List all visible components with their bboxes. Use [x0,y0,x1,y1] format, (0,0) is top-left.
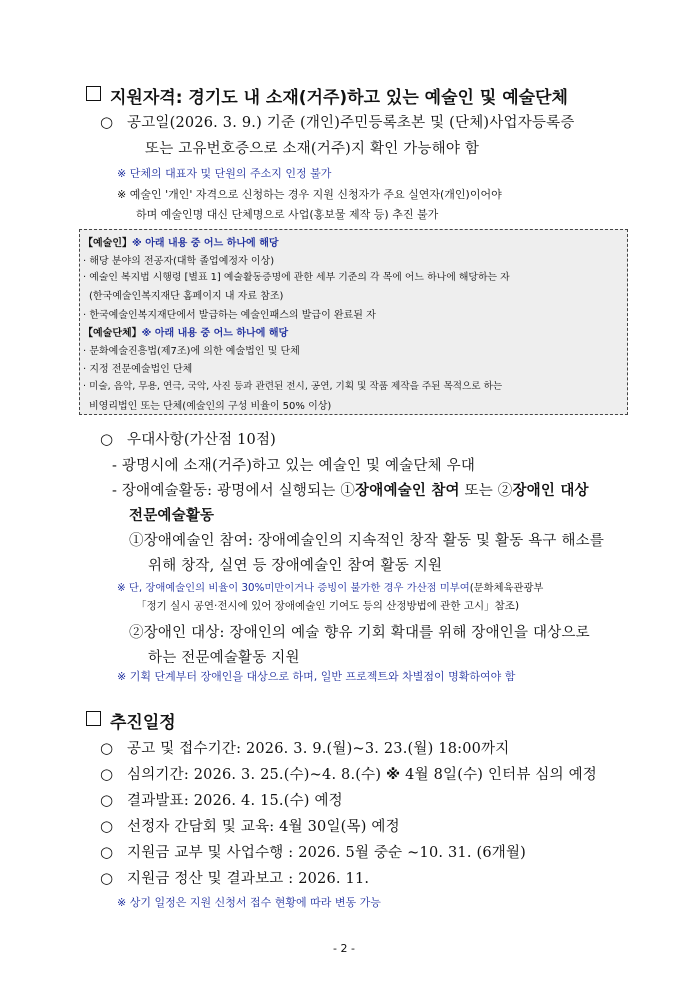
schedule-item-settlement: 지원금 정산 및 결과보고 : 2026. 11. [127,871,370,887]
note-bonus-line1: ※ 단, 장애예술인의 비율이 30%미만이거나 증빙이 불가한 경우 가산점 미부여(문화체육관광부 [117,582,544,594]
disabled-audience-line1: ②장애인 대상: 장애인의 예술 향유 기회 확대를 위해 장애인을 대상으로 [129,625,590,641]
disabled-artist-participation-line1: ①장애예술인 참여: 장애예술인의 지속적인 창작 활동 및 활동 욕구 해소를 [129,533,605,549]
disabled-artist-participation-line2: 위해 창작, 실연 등 장애예술인 참여 활동 지원 [148,558,443,574]
schedule-item-review: 심의기간: 2026. 3. 25.(수)~4. 8.(수) ※ 4월 8일(수) 인터뷰 심의 예정 [127,767,598,783]
schedule-item-grant: 지원금 교부 및 사업수행 : 2026. 5월 중순 ~10. 31. (6개월) [127,845,527,861]
group-item-2: · 지정 전문예술법인 단체 [83,364,193,375]
bullet-icon: ○ [100,765,114,783]
bullet-icon: ○ [100,817,114,835]
preference-title: 우대사항(가산점 10점) [127,432,277,448]
schedule-item-orientation: 선정자 간담회 및 교육: 4월 30일(목) 예정 [127,819,400,835]
artist-heading: 【예술인】※ 아래 내용 중 어느 하나에 해당 [83,238,279,249]
eligibility-text-line1: 공고일(2026. 3. 9.) 기준 (개인)주민등록초본 및 (단체)사업자등록증 [127,115,575,131]
artist-item-3: · 한국예술인복지재단에서 발급하는 예술인패스의 발급이 완료된 자 [83,310,376,321]
bullet-icon: ○ [100,791,114,809]
note-individual-line1: ※ 예술인 '개인' 자격으로 신청하는 경우 지원 신청자가 주요 실연자(개인)이어야 [117,188,502,201]
artist-item-2-cont: (한국예술인복지재단 홈페이지 내 자료 참조) [89,291,284,302]
group-item-3-cont: 비영리법인 또는 단체(예술인의 구성 비율이 50% 이상) [89,401,332,412]
bullet-icon: ○ [100,739,114,757]
disabled-audience-line2: 하는 전문예술활동 지원 [148,650,300,666]
artist-item-2: · 예술인 복지법 시행령 [별표 1] 예술활동증명에 관한 세부 기준의 각 목에 어느 하나에 해당하는 자 [83,272,510,283]
eligibility-text-line2: 또는 고유번호증으로 소재(거주)지 확인 가능해야 함 [145,141,480,157]
section-title-schedule: 추진일정 [110,713,176,733]
preference-item-disability: - 장애예술활동: 광명에서 실행되는 ①장애예술인 참여 또는 ②장애인 대상 [112,483,589,499]
bullet-icon: ○ [100,869,114,887]
note-individual-line2: 하며 예술인명 대신 단체명으로 사업(홍보물 제작 등) 추진 불가 [136,208,439,221]
bullet-icon: ○ [100,843,114,861]
page-number: - 2 - [333,942,355,955]
bullet-icon: ○ [100,430,114,448]
group-heading: 【예술단체】※ 아래 내용 중 어느 하나에 해당 [83,328,289,339]
preference-item-disability-cont: 전문예술활동 [129,508,215,524]
schedule-item-application: 공고 및 접수기간: 2026. 3. 9.(월)~3. 23.(월) 18:00까지 [127,741,510,757]
note-bonus-line2: 「정기 실시 공연·전시에 있어 장애예술인 기여도 등의 산정방법에 관한 고시」참조) [136,600,520,612]
note-planning: ※ 기획 단계부터 장애인을 대상으로 하며, 일반 프로젝트와 차별점이 명확하여야 함 [117,670,516,683]
preference-item-gwangmyeong: - 광명시에 소재(거주)하고 있는 예술인 및 예술단체 우대 [112,458,476,474]
eligibility-criteria-box [79,229,628,415]
section-title-eligibility: 지원자격: 경기도 내 소재(거주)하고 있는 예술인 및 예술단체 [110,88,568,108]
bullet-icon: ○ [100,113,114,131]
section-checkbox [86,86,101,101]
group-item-1: · 문화예술진흥법(제7조)에 의한 예술법인 및 단체 [83,346,300,357]
group-item-3: · 미술, 음악, 무용, 연극, 국악, 사진 등과 관련된 전시, 공연, 기획 및 작품 제작을 주된 목적으로 하는 [83,381,503,392]
note-schedule-change: ※ 상기 일정은 지원 신청서 접수 현황에 따라 변동 가능 [117,896,381,909]
artist-item-1: · 해당 분야의 전공자(대학 졸업예정자 이상) [83,256,275,267]
section-checkbox [86,711,101,726]
schedule-item-announcement: 결과발표: 2026. 4. 15.(수) 예정 [127,793,343,809]
note-address: ※ 단체의 대표자 및 단원의 주소지 인정 불가 [117,167,332,180]
